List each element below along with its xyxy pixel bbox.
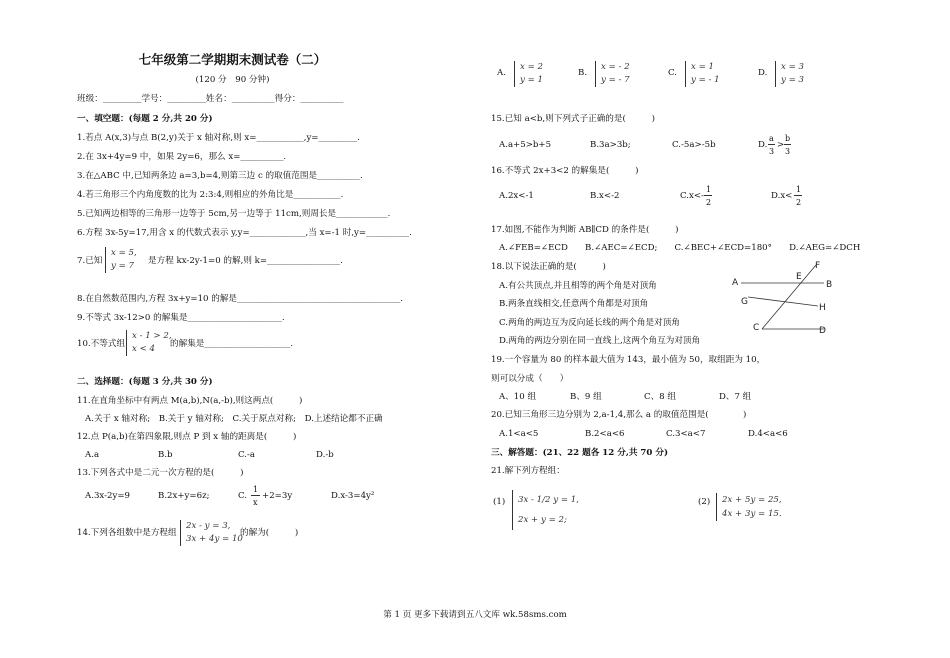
option-d: D.-b	[316, 450, 334, 460]
question-20: 20.已知三角形三边分别为 2,a-1,4,那么 a 的取值范围是( )	[491, 410, 747, 420]
fraction-denominator: 2	[706, 198, 712, 207]
question-18: 18.以下说法正确的是( )	[491, 262, 606, 272]
system-line: y = 1	[520, 75, 543, 85]
system-line: y = - 7	[601, 75, 630, 85]
q14-option-b-label: B.	[578, 68, 588, 78]
point-label-a: A	[732, 278, 739, 288]
question-4: 4.若三角形三个内角度数的比为 2:3:4,则相应的外角比是___________.	[77, 190, 344, 200]
fraction-numerator: b	[785, 134, 791, 143]
section-2-heading: 二、选择题：(每题 3 分,共 30 分)	[77, 377, 213, 387]
point-label-d: D	[819, 326, 826, 336]
exam-subtitle: (120 分 90 分钟)	[195, 75, 270, 85]
system-line: y = 3	[781, 75, 804, 85]
question-19: 19.一个容量为 80 的样本最大值为 143，最小值为 50，取组距为 10，	[491, 355, 766, 365]
q14-option-c-label: C.	[668, 68, 678, 78]
question-21-system-2	[716, 493, 782, 521]
point-label-c: C	[753, 323, 760, 333]
system-line: x = 3	[781, 62, 804, 72]
option-c: C.	[238, 491, 248, 501]
q14-option-d-label: D.	[758, 68, 768, 78]
fraction-bar	[794, 195, 802, 196]
option-c: C.两角的两边互为反向延长线的两个角是对顶角	[499, 318, 680, 328]
question-17: 17.如图,不能作为判断 AB∥CD 的条件是( )	[491, 225, 679, 235]
q14-option-b-system	[595, 61, 630, 87]
option-d: D.x-3=4y²	[331, 491, 375, 501]
fraction-denominator: 2	[796, 198, 802, 207]
option-c: C.-5a>-5b	[672, 140, 716, 150]
system-line: y = 7	[111, 261, 134, 271]
fraction-numerator: 1	[796, 185, 802, 194]
option-d: D.两角的两边分别在同一直线上,这两个角互为对顶角	[499, 336, 701, 346]
question-9: 9.不等式 3x-12>0 的解集是______________________.	[77, 313, 285, 323]
question-1: 1.若点 A(x,3)与点 B(2,y)关于 x 轴对称,则 x=___________,y=_________.	[77, 133, 360, 143]
option-b: B、9 组	[570, 392, 602, 402]
system-line: 2x - y = 3,	[186, 521, 231, 531]
question-3: 3.在△ABC 中,已知两条边 a=3,b=4,则第三边 c 的取值范围是__________.	[77, 171, 363, 181]
point-label-h: H	[819, 303, 826, 313]
fraction-bar	[251, 495, 260, 496]
option-c: C.3<a<7	[666, 429, 706, 439]
question-10: 的解集是____________________.	[170, 339, 294, 349]
point-label-e: E	[796, 272, 802, 282]
option-c-rest: +2=3y	[262, 491, 293, 501]
system-line: 4x + 3y = 15.	[722, 509, 782, 519]
system-line: x = - 2	[601, 62, 630, 72]
fraction-bar	[784, 144, 791, 145]
question-7-label: 7.已知	[77, 256, 103, 266]
option-c: C.x<-	[680, 191, 704, 201]
geometry-figure	[728, 258, 840, 342]
page-footer: 第 1 页 更多下载请到五八文库 wk.58sms.com	[383, 610, 567, 620]
question-7-system	[105, 247, 137, 273]
option-a: A.a	[85, 450, 100, 460]
option-a: A.2x<-1	[499, 191, 534, 201]
q14-option-c-system	[685, 61, 720, 87]
option-b: B.x<-2	[590, 191, 620, 201]
question-21: 21.解下列方程组：	[491, 466, 565, 476]
question-12: 12.点 P(a,b)在第四象限,则点 P 到 x 轴的距离是( )	[77, 432, 297, 442]
system-line: 3x - 1/2 y = 1,	[518, 495, 579, 505]
system-line: x - 1 > 2,	[132, 331, 172, 341]
option-d: D.x<	[771, 191, 793, 201]
fraction-denominator: 3	[785, 147, 791, 156]
option-a: A.a+5>b+5	[499, 140, 552, 150]
system-line: 2x + 5y = 25,	[722, 495, 782, 505]
question-10-system	[126, 330, 172, 356]
point-label-b: B	[826, 280, 833, 290]
question-17-options: A.∠FEB=∠ECD B.∠AEC=∠ECD; C.∠BEC+∠ECD=180° D.∠AEG=∠DCH	[499, 243, 861, 253]
option-a: A.有公共顶点,并且相等的两个角是对顶角	[499, 281, 657, 291]
question-14-tail: 的解为( )	[240, 528, 299, 538]
question-2: 2.在 3x+4y=9 中，如果 2y=6，那么 x=__________.	[77, 152, 287, 162]
option-c: C.-a	[238, 450, 256, 460]
point-label-g: G	[741, 297, 748, 307]
question-14: 14.下列各组数中是方程组	[77, 528, 177, 538]
option-b: B.b	[158, 450, 173, 460]
q14-option-a-label: A.	[497, 68, 506, 78]
system-line: x = 2	[520, 62, 543, 72]
system-line: 3x + 4y = 10	[186, 534, 243, 544]
fraction-numerator: 1	[706, 185, 712, 194]
option-b: B.两条直线相交,任意两个角都是对顶角	[499, 299, 649, 309]
question-10-label: 10.不等式组	[77, 339, 126, 349]
fraction-numerator: 1	[253, 485, 259, 494]
option-a: A.3x-2y=9	[85, 491, 130, 501]
point-label-f: F	[815, 261, 821, 271]
q14-option-d-system	[775, 61, 804, 87]
system-line: x = 1	[691, 62, 714, 72]
option-d-label: D.	[758, 140, 768, 150]
option-b: B.3a>3b;	[590, 140, 631, 150]
option-b: B.2<a<6	[585, 429, 625, 439]
info-line: 班级：_________学号：_________姓名：__________得分：__________	[77, 94, 344, 104]
system-line: y = - 1	[691, 75, 720, 85]
question-8: 8.在自然数范围内,方程 3x+y=10 的解是______________________________________.	[77, 294, 404, 304]
question-13: 13.下列各式中是二元一次方程的是( )	[77, 468, 244, 478]
fraction-bar	[768, 144, 775, 145]
question-19-cont: 则可以分成（ ）	[491, 374, 569, 384]
option-d: D、7 组	[719, 392, 752, 402]
fraction-bar	[704, 195, 712, 196]
fraction-denominator: x	[253, 498, 258, 507]
section-1-heading: 一、填空题：(每题 2 分,共 20 分)	[77, 114, 213, 124]
question-14-system	[180, 520, 243, 546]
fraction-denominator: 3	[769, 147, 775, 156]
system-line: 2x + y = 2;	[518, 515, 567, 525]
question-6: 6.方程 3x-5y=17,用含 x 的代数式表示 y,y=_____________,当 x=-1 时,y=__________.	[77, 228, 412, 238]
greater-than: >	[777, 140, 785, 150]
option-c: C、8 组	[644, 392, 676, 402]
part-2-label: (2)	[698, 497, 711, 507]
fraction-numerator: a	[769, 134, 774, 143]
q14-option-a-system	[514, 61, 543, 87]
question-15: 15.已知 a<b,则下列式子正确的是( )	[491, 114, 655, 124]
question-11: 11.在直角坐标中有两点 M(a,b),N(a,-b),则这两点( )	[77, 396, 303, 406]
system-line: x < 4	[132, 344, 155, 354]
question-11-options: A.关于 x 轴对称; B.关于 y 轴对称; C.关于原点对称; D.上述结论都不正确	[85, 414, 383, 424]
option-a: A.1<a<5	[499, 429, 539, 439]
system-line: x = 5,	[111, 248, 137, 258]
option-a: A、10 组	[499, 392, 537, 402]
question-16: 16.不等式 2x+3<2 的解集是( )	[491, 166, 639, 176]
question-21-system-1	[512, 490, 579, 530]
option-b: B.2x+y=6z;	[158, 491, 210, 501]
part-1-label: (1)	[493, 497, 506, 507]
line-cf	[762, 265, 816, 329]
option-d: D.4<a<6	[748, 429, 788, 439]
section-3-heading: 三、解答题：(21、22 题各 12 分,共 70 分)	[491, 448, 669, 458]
question-7: 是方程 kx-2y-1=0 的解,则 k=_________________.	[148, 256, 343, 266]
question-5: 5.已知两边相等的三角形一边等于 5cm,另一边等于 11cm,则周长是____________.	[77, 209, 391, 219]
exam-title: 七年级第二学期期末测试卷（二）	[138, 52, 327, 67]
